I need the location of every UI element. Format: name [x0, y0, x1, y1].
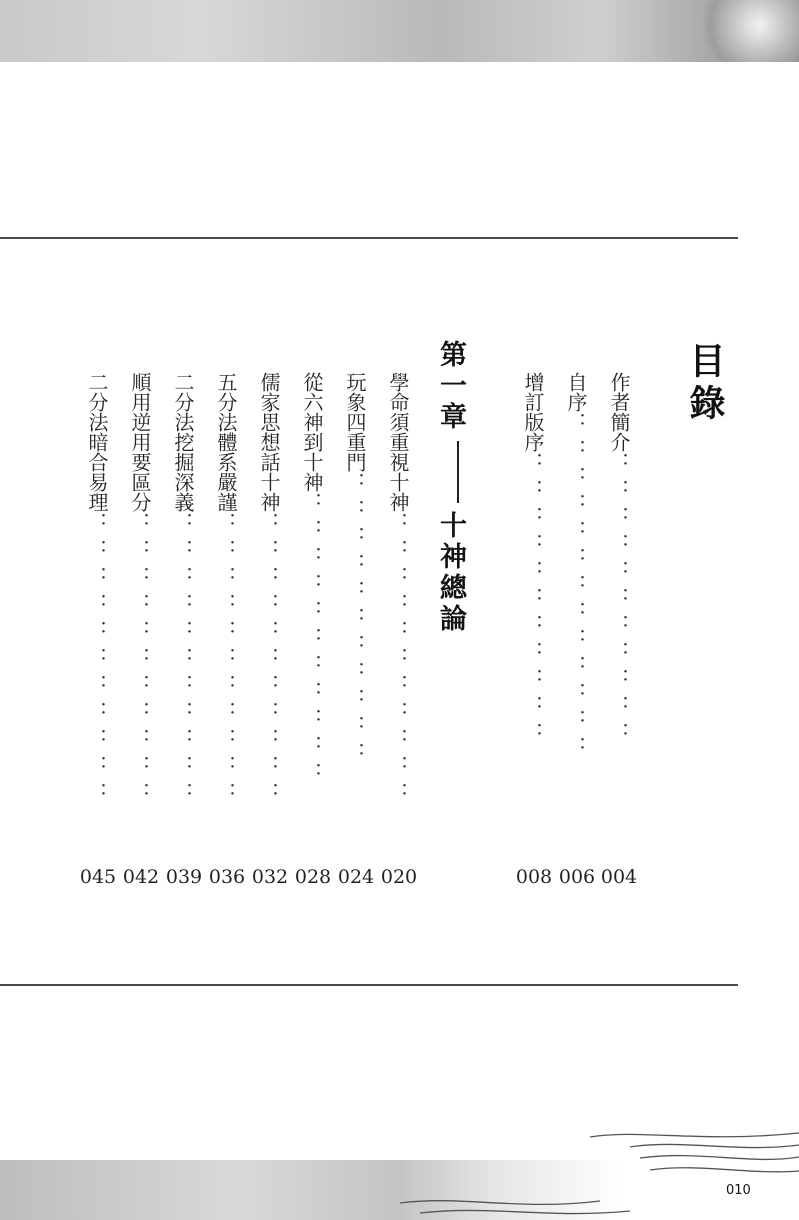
page-number: 042	[122, 866, 160, 888]
toc-entry-label: 玩象四重門	[343, 372, 367, 472]
leader-dots: ：：：：：：：：：：：	[386, 512, 410, 809]
wave-ornament	[400, 1125, 799, 1220]
leader-dots: ：：：：：：：：：：：	[521, 452, 545, 749]
toc-entry-label: 自序	[564, 372, 588, 412]
toc-entry-label: 二分法挖掘深義	[171, 372, 195, 512]
page-number: 024	[337, 866, 375, 888]
toc-entry-label: 五分法體系嚴謹	[214, 372, 238, 512]
toc-title: 目錄	[684, 342, 725, 426]
toc-entry-label: 順用逆用要區分	[128, 372, 152, 512]
page-number: 045	[79, 866, 117, 888]
page-folio: 010	[726, 1183, 751, 1198]
chapter-dash	[457, 441, 459, 503]
leader-dots: ：：：：：：：：：：：	[257, 512, 281, 809]
toc-entry[interactable]	[604, 372, 634, 842]
top-decorative-banner	[0, 0, 799, 62]
leader-dots: ：：：：：：：：：：：	[343, 472, 367, 769]
page-number: 020	[380, 866, 418, 888]
toc-entry[interactable]	[168, 372, 198, 842]
toc-entry[interactable]	[254, 372, 284, 842]
leader-dots: ：：：：：：：：：：：	[85, 512, 109, 809]
page-number: 039	[165, 866, 203, 888]
chapter-number: 第一章	[435, 340, 466, 433]
leader-dots: ：：：：：：：：：：：：：	[564, 412, 588, 763]
toc-entry[interactable]	[125, 372, 155, 842]
toc-entry[interactable]	[82, 372, 112, 842]
toc-entry[interactable]	[383, 372, 413, 842]
leader-dots: ：：：：：：：：：：：	[214, 512, 238, 809]
leader-dots: ：：：：：：：：：：：	[607, 452, 631, 749]
top-rule	[0, 237, 738, 239]
toc-entry-label: 增訂版序	[521, 372, 545, 452]
toc-entry-label: 儒家思想話十神	[257, 372, 281, 512]
chapter-title: 十神總論	[435, 511, 466, 635]
toc-entry-label: 從六神到十神	[300, 372, 324, 492]
leader-dots: ：：：：：：：：：：：	[300, 492, 324, 789]
toc-entry-label: 作者簡介	[607, 372, 631, 452]
leader-dots: ：：：：：：：：：：：	[128, 512, 152, 809]
chapter-heading[interactable]	[430, 340, 470, 635]
page-number: 006	[558, 866, 596, 888]
toc-entry-label: 學命須重視十神	[386, 372, 410, 512]
bottom-rule	[0, 984, 738, 986]
toc-entry-label: 二分法暗合易理	[85, 372, 109, 512]
leader-dots: ：：：：：：：：：：：	[171, 512, 195, 809]
toc-entry[interactable]	[518, 372, 548, 842]
toc-entry[interactable]	[340, 372, 370, 842]
page-number: 032	[251, 866, 289, 888]
page-number: 008	[515, 866, 553, 888]
page-number: 028	[294, 866, 332, 888]
page-number: 004	[600, 866, 638, 888]
toc-entry[interactable]	[297, 372, 327, 842]
toc-entry[interactable]	[211, 372, 241, 842]
page-number: 036	[208, 866, 246, 888]
toc-entry[interactable]	[561, 372, 591, 842]
